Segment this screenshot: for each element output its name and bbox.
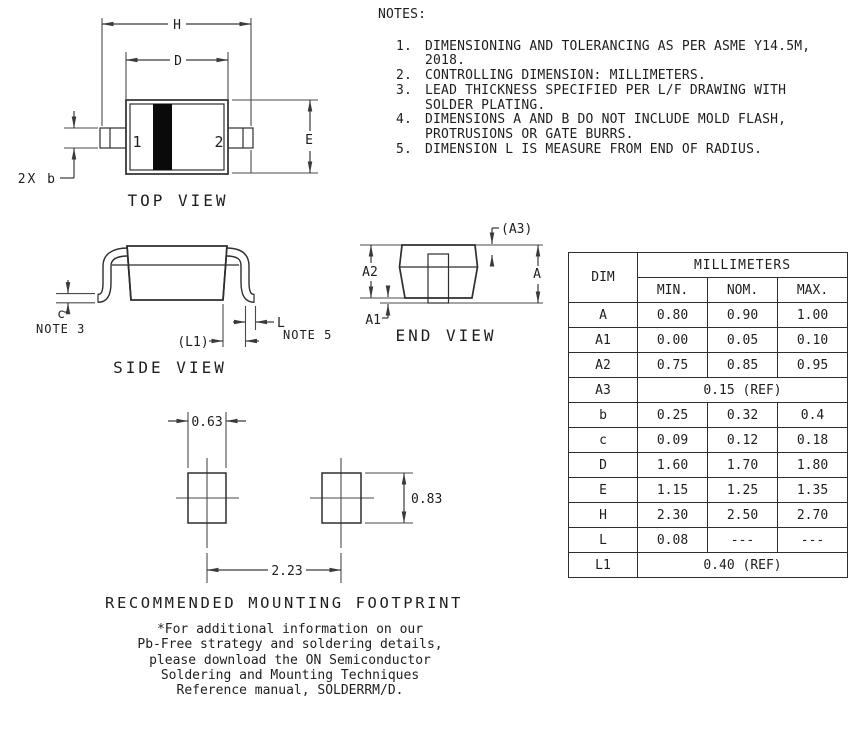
note-number: 4. — [395, 112, 412, 128]
table-row — [569, 378, 848, 403]
dim-cell: b — [569, 403, 638, 428]
dim-b-label: 2X b — [17, 172, 57, 187]
dim-l1-label: (L1) — [177, 335, 209, 350]
dim-b-lines — [60, 111, 98, 178]
note-text: DIMENSION L IS MEASURE FROM END OF RADIUS. — [425, 141, 763, 157]
min-cell: 0.08 — [638, 528, 708, 553]
min-cell: 1.15 — [638, 478, 708, 503]
side-view-body — [127, 246, 227, 300]
nom-cell: --- — [708, 528, 778, 553]
end-view — [360, 222, 543, 345]
side-view-label: SIDE VIEW — [113, 358, 227, 377]
note-item-5 — [378, 143, 825, 158]
table-row — [569, 303, 848, 328]
min-cell: 1.60 — [638, 453, 708, 478]
dim-c-label: c — [57, 307, 65, 322]
top-view-lead-left — [100, 128, 126, 148]
nom-cell: 0.90 — [708, 303, 778, 328]
table-row — [569, 328, 848, 353]
table-row — [569, 503, 848, 528]
table-row — [569, 428, 848, 453]
note-item-3 — [378, 84, 825, 113]
top-view-lead-right — [228, 128, 253, 148]
max-cell: 1.80 — [778, 453, 848, 478]
dimension-table — [568, 252, 848, 578]
max-cell: 1.35 — [778, 478, 848, 503]
table-row — [569, 353, 848, 378]
footprint-pad-right — [322, 473, 361, 523]
nom-cell: 1.25 — [708, 478, 778, 503]
end-view-body — [400, 245, 478, 298]
note-item-1 — [378, 40, 825, 69]
footnote-line: Pb-Free strategy and soldering details, — [137, 637, 443, 653]
note-text: DIMENSIONS A AND B DO NOT INCLUDE MOLD FLASH, PROTRUSIONS OR GATE BURRS. — [425, 112, 787, 142]
dim-a3-lines — [492, 228, 499, 266]
table-header-row — [569, 253, 848, 278]
pin1-number: 1 — [132, 133, 142, 151]
nom-cell: 0.12 — [708, 428, 778, 453]
min-cell: 0.75 — [638, 353, 708, 378]
min-cell: 0.80 — [638, 303, 708, 328]
dim-cell: E — [569, 478, 638, 503]
max-cell: 0.4 — [778, 403, 848, 428]
footnote-line: Soldering and Mounting Techniques — [160, 667, 420, 683]
side-view-lead-left — [98, 252, 128, 303]
dim-cell: A1 — [569, 328, 638, 353]
nom-cell: 0.85 — [708, 353, 778, 378]
dim-cell: A3 — [569, 378, 638, 403]
note-number: 1. — [395, 38, 412, 54]
dim-cell: D — [569, 453, 638, 478]
note-number: 2. — [395, 68, 412, 84]
side-view-lead-right — [226, 252, 254, 303]
dim-a3-label: (A3) — [501, 222, 533, 237]
min-cell: 0.25 — [638, 403, 708, 428]
dim-cell: A2 — [569, 353, 638, 378]
table-row — [569, 528, 848, 553]
nom-header: NOM. — [708, 278, 778, 303]
nom-cell: 0.05 — [708, 328, 778, 353]
note-number: 5. — [395, 141, 412, 157]
dim-cell: A — [569, 303, 638, 328]
footnote-line: *For additional information on our — [156, 622, 424, 637]
max-cell: 0.95 — [778, 353, 848, 378]
table-row — [569, 553, 848, 578]
units-header: MILLIMETERS — [638, 253, 848, 278]
side-view — [36, 246, 332, 377]
cathode-band — [153, 104, 172, 170]
nom-cell: 1.70 — [708, 453, 778, 478]
span-cell: 0.40 (REF) — [638, 553, 848, 578]
min-cell: 2.30 — [638, 503, 708, 528]
end-view-label: END VIEW — [395, 326, 497, 345]
table-row — [569, 478, 848, 503]
dim-pitch-label: 2.23 — [271, 564, 303, 579]
max-cell: --- — [778, 528, 848, 553]
max-cell: 0.10 — [778, 328, 848, 353]
dim-a2-label: A2 — [362, 265, 378, 280]
dim-column-header: DIM — [569, 253, 638, 303]
max-cell: 1.00 — [778, 303, 848, 328]
dim-a-label: A — [533, 267, 541, 282]
dim-d-label: D — [174, 54, 182, 69]
table-row — [569, 453, 848, 478]
dim-h-label: H — [173, 18, 181, 33]
max-cell: 2.70 — [778, 503, 848, 528]
footprint-pad-left — [188, 473, 226, 523]
dim-a1-label: A1 — [365, 313, 381, 328]
dim-l-note: NOTE 5 — [283, 328, 333, 342]
dim-l-label: L — [277, 316, 285, 331]
span-cell: 0.15 (REF) — [638, 378, 848, 403]
dim-cell: L — [569, 528, 638, 553]
dim-a1-lines — [382, 286, 388, 318]
notes-section — [378, 8, 825, 157]
min-cell: 0.09 — [638, 428, 708, 453]
dim-pad-height-label: 0.83 — [411, 492, 443, 507]
dim-l1-lines — [209, 304, 259, 347]
note-number: 3. — [395, 82, 412, 98]
mounting-footprint — [105, 412, 463, 612]
footnote-line: please download the ON Semiconductor — [149, 652, 431, 668]
top-view — [18, 18, 318, 210]
dim-cell: c — [569, 428, 638, 453]
dim-pad-width-label: 0.63 — [191, 415, 223, 430]
footnote-line: Reference manual, SOLDERRM/D. — [176, 683, 404, 699]
dim-e-label: E — [305, 133, 313, 148]
note-text: DIMENSIONING AND TOLERANCING AS PER ASME Y14.5M, 2018. — [425, 38, 811, 69]
dim-cell: L1 — [569, 553, 638, 578]
note-text: CONTROLLING DIMENSION: MILLIMETERS. — [425, 68, 706, 84]
footprint-label: RECOMMENDED MOUNTING FOOTPRINT — [105, 594, 463, 612]
max-header: MAX. — [778, 278, 848, 303]
top-view-label: TOP VIEW — [127, 191, 229, 210]
dim-cell: H — [569, 503, 638, 528]
min-header: MIN. — [638, 278, 708, 303]
pbfree-footnote — [112, 622, 468, 698]
nom-cell: 0.32 — [708, 403, 778, 428]
note-item-2 — [378, 69, 825, 84]
table-row — [569, 403, 848, 428]
note-text: LEAD THICKNESS SPECIFIED PER L/F DRAWING WITH SOLDER PLATING. — [425, 82, 787, 113]
notes-title: NOTES: — [378, 7, 427, 22]
pin2-number: 2 — [214, 133, 224, 151]
nom-cell: 2.50 — [708, 503, 778, 528]
min-cell: 0.00 — [638, 328, 708, 353]
dim-c-note: NOTE 3 — [36, 322, 86, 336]
note-item-4 — [378, 113, 825, 142]
max-cell: 0.18 — [778, 428, 848, 453]
